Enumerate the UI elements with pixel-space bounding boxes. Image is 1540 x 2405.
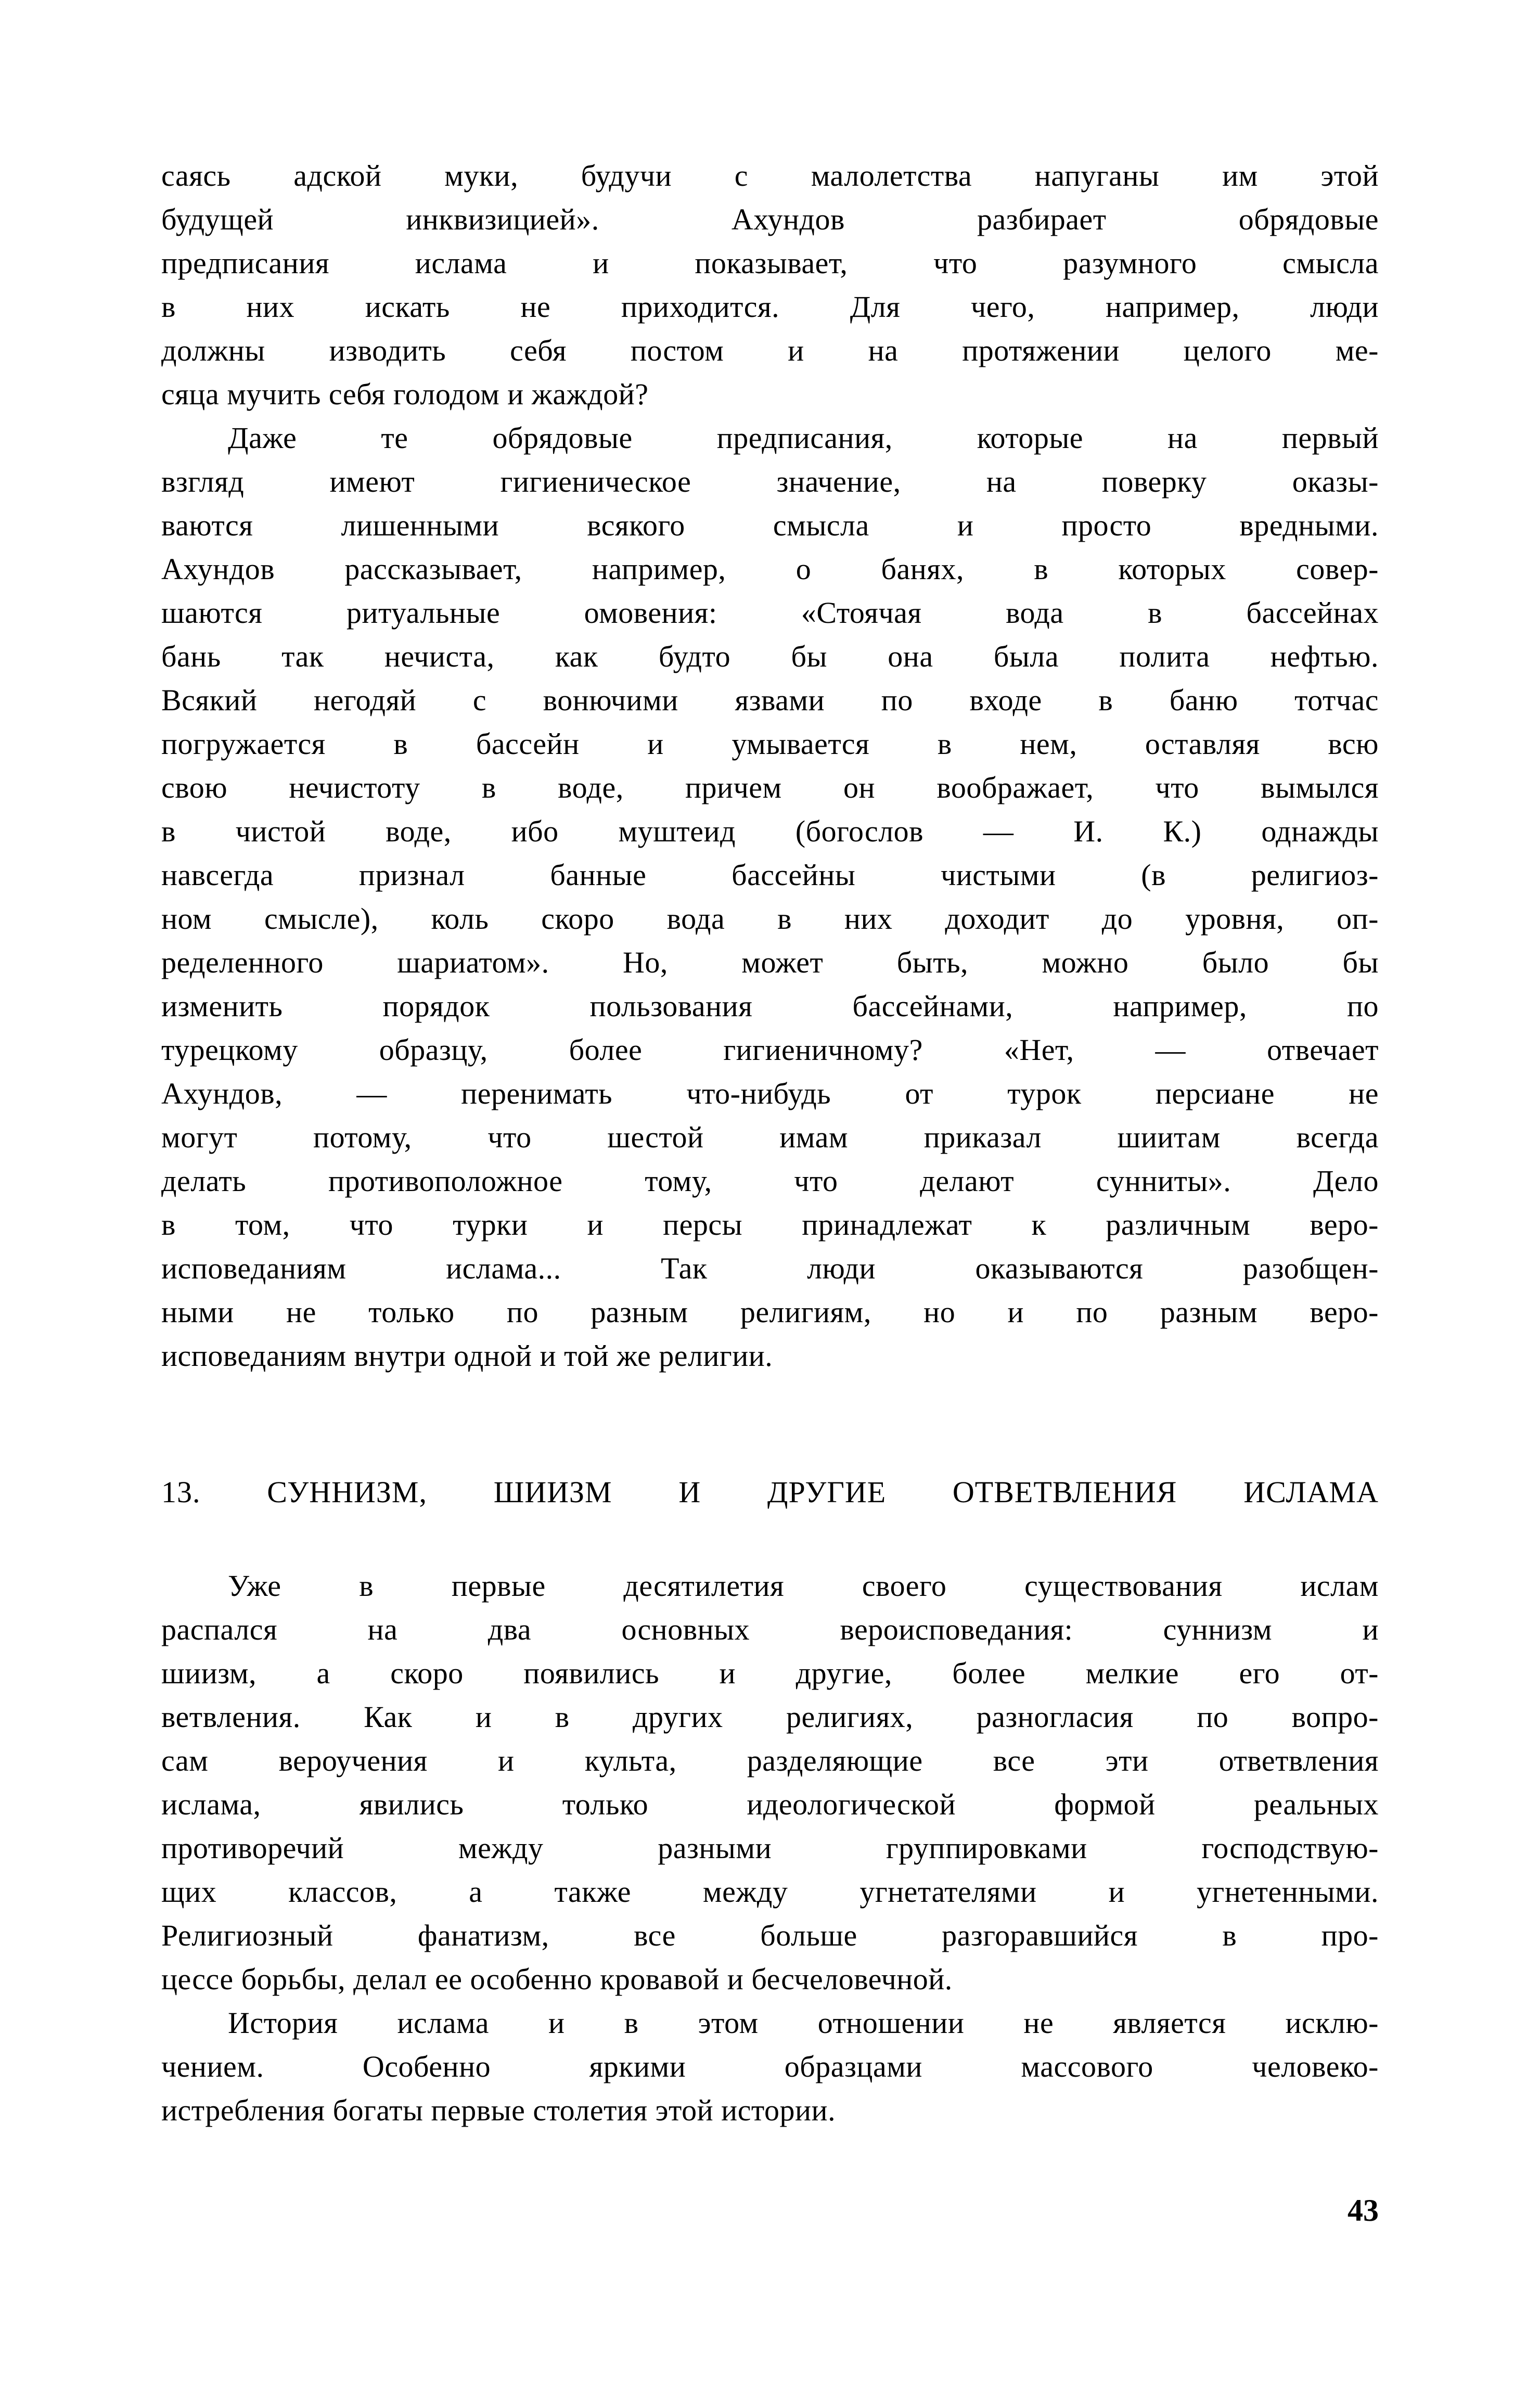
text-line: История ислама и в этом отношении не является исклю-	[228, 2006, 1379, 2040]
text-line: ислама, явились только идеологической формой реальных	[161, 1787, 1379, 1821]
text-line: взгляд имеют гигиеническое значение, на поверку оказы-	[161, 465, 1379, 498]
page-number: 43	[1348, 2193, 1379, 2228]
text-line: в них искать не приходится. Для чего, например, люди	[161, 290, 1379, 324]
text-line: Ахундов рассказывает, например, о банях, в которых совер-	[161, 552, 1379, 586]
text-line: сам вероучения и культа, разделяющие все эти ответвления	[161, 1744, 1379, 1777]
text-line: будущей инквизицией». Ахундов разбирает обрядовые	[161, 202, 1379, 236]
text-line: шаются ритуальные омовения: «Стоячая вода в бассейнах	[161, 596, 1379, 630]
text-line: Даже те обрядовые предписания, которые на первый	[228, 421, 1379, 455]
paragraph	[161, 2001, 1379, 2132]
text-line: распался на два основных вероисповедания: суннизм и	[161, 1613, 1379, 1646]
text-line: в том, что турки и персы принадлежат к различным веро-	[161, 1208, 1379, 1242]
text-line: Уже в первые десятилетия своего существования ислам	[228, 1569, 1379, 1603]
text-line: Религиозный фанатизм, все больше разгоравшийся в про-	[161, 1918, 1379, 1952]
section-heading: 13. СУННИЗМ, ШИИЗМ И ДРУГИЕ ОТВЕТВЛЕНИЯ ИСЛАМА	[161, 1475, 1379, 1509]
text-line: ределенного шариатом». Но, может быть, можно было бы	[161, 945, 1379, 979]
text-line: должны изводить себя постом и на протяжении целого ме-	[161, 334, 1379, 367]
text-line: истребления богаты первые столетия этой истории.	[161, 2093, 836, 2127]
text-line: Ахундов, — перенимать что-нибудь от турок персиане не	[161, 1077, 1379, 1110]
text-line: сяца мучить себя голодом и жаждой?	[161, 377, 649, 411]
text-line: свою нечистоту в воде, причем он воображает, что вымылся	[161, 771, 1379, 804]
paragraph	[161, 416, 1379, 1378]
text-line: цессе борьбы, делал ее особенно кровавой и бесчеловечной.	[161, 1962, 953, 1996]
text-line: щих классов, а также между угнетателями и угнетенными.	[161, 1875, 1379, 1909]
text-line: противоречий между разными группировками господствую-	[161, 1831, 1379, 1865]
text-line: бань так нечиста, как будто бы она была полита нефтью.	[161, 639, 1379, 673]
paragraph-continuation	[161, 154, 1379, 416]
text-line: могут потому, что шестой имам приказал шиитам всегда	[161, 1120, 1379, 1154]
text-line: ветвления. Как и в других религиях, разногласия по вопро-	[161, 1700, 1379, 1734]
text-line: турецкому образцу, более гигиеничному? «Нет, — отвечает	[161, 1033, 1379, 1067]
text-line: предписания ислама и показывает, что разумного смысла	[161, 246, 1379, 280]
text-line: саясь адской муки, будучи с малолетства напуганы им этой	[161, 159, 1379, 193]
paragraph	[161, 1564, 1379, 2001]
text-line: делать противоположное тому, что делают сунниты». Дело	[161, 1164, 1379, 1198]
text-line: навсегда признал банные бассейны чистыми (в религиоз-	[161, 858, 1379, 892]
text-line: ном смысле), коль скоро вода в них доходит до уровня, оп-	[161, 902, 1379, 936]
text-line: изменить порядок пользования бассейнами, например, по	[161, 989, 1379, 1023]
text-line: исповеданиям внутри одной и той же религии.	[161, 1339, 773, 1373]
text-line: ными не только по разным религиям, но и по разным веро-	[161, 1295, 1379, 1329]
text-line: погружается в бассейн и умывается в нем, оставляя всю	[161, 727, 1379, 761]
text-line: ваются лишенными всякого смысла и просто вредными.	[161, 508, 1379, 542]
text-line: Всякий негодяй с вонючими язвами по входе в баню тотчас	[161, 683, 1379, 717]
text-line: исповеданиям ислама... Так люди оказываются разобщен-	[161, 1251, 1379, 1285]
text-line: в чистой воде, ибо муштеид (богослов — И. К.) однажды	[161, 814, 1379, 848]
text-line: чением. Особенно яркими образцами массового человеко-	[161, 2050, 1379, 2083]
text-line: шиизм, а скоро появились и другие, более мелкие его от-	[161, 1656, 1379, 1690]
